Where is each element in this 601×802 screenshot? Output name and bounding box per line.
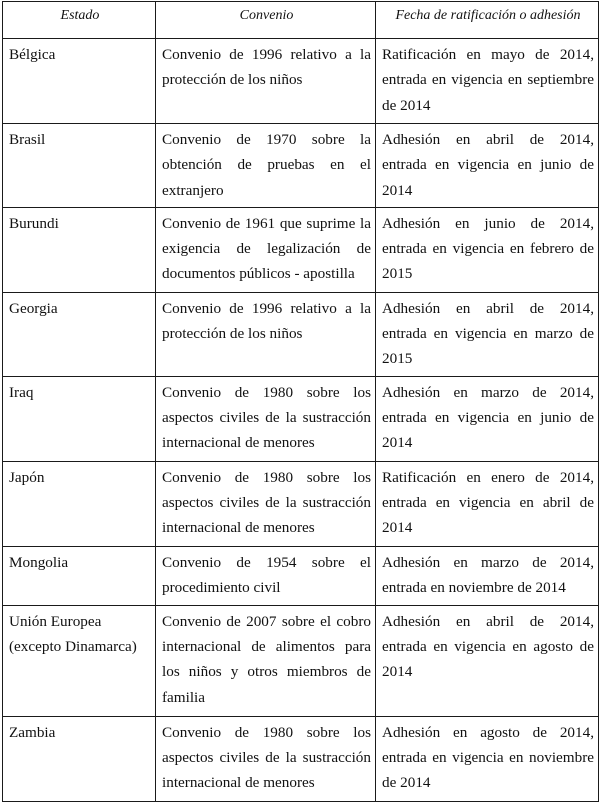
cell-estado: Burundi bbox=[3, 207, 156, 292]
cell-fecha: Adhesión en abril de 2014, entrada en vigencia en junio de 2014 bbox=[376, 124, 599, 208]
header-estado: Estado bbox=[3, 2, 156, 39]
table-row bbox=[3, 207, 599, 292]
ratification-table bbox=[2, 1, 599, 802]
cell-fecha: Ratificación en mayo de 2014, entrada en vigencia en septiembre de 2014 bbox=[376, 39, 599, 124]
cell-estado: Iraq bbox=[3, 376, 156, 461]
cell-estado: Georgia bbox=[3, 292, 156, 376]
cell-fecha: Adhesión en abril de 2014, entrada en vigencia en marzo de 2015 bbox=[376, 292, 599, 376]
cell-convenio: Convenio de 2007 sobre el cobro internacional de alimentos para los niños y otros miembros de familia bbox=[156, 605, 376, 716]
table-row bbox=[3, 292, 599, 376]
cell-estado: Zambia bbox=[3, 716, 156, 801]
cell-convenio: Convenio de 1954 sobre el procedimiento civil bbox=[156, 546, 376, 605]
cell-estado: Mongolia bbox=[3, 546, 156, 605]
table-row bbox=[3, 546, 599, 605]
cell-convenio: Convenio de 1980 sobre los aspectos civiles de la sustracción internacional de menores bbox=[156, 461, 376, 546]
cell-fecha: Adhesión en marzo de 2014, entrada en noviembre de 2014 bbox=[376, 546, 599, 605]
table-row bbox=[3, 716, 599, 801]
cell-convenio: Convenio de 1970 sobre la obtención de pruebas en el extranjero bbox=[156, 124, 376, 208]
table-row bbox=[3, 461, 599, 546]
header-fecha: Fecha de ratificación o adhesión bbox=[376, 2, 599, 39]
cell-fecha: Adhesión en abril de 2014, entrada en vigencia en agosto de 2014 bbox=[376, 605, 599, 716]
header-convenio: Convenio bbox=[156, 2, 376, 39]
cell-convenio: Convenio de 1996 relativo a la protección de los niños bbox=[156, 292, 376, 376]
cell-fecha: Adhesión en junio de 2014, entrada en vigencia en febrero de 2015 bbox=[376, 207, 599, 292]
header-row bbox=[3, 2, 599, 39]
cell-fecha: Ratificación en enero de 2014, entrada en vigencia en abril de 2014 bbox=[376, 461, 599, 546]
table-row bbox=[3, 376, 599, 461]
cell-estado: Unión Europea (excepto Dinamarca) bbox=[3, 605, 156, 716]
table-row bbox=[3, 605, 599, 716]
cell-convenio: Convenio de 1980 sobre los aspectos civiles de la sustracción internacional de menores bbox=[156, 716, 376, 801]
cell-convenio: Convenio de 1961 que suprime la exigencia de legalización de documentos públicos - apostilla bbox=[156, 207, 376, 292]
table-row bbox=[3, 39, 599, 124]
ratification-table-container bbox=[2, 1, 598, 802]
cell-fecha: Adhesión en marzo de 2014, entrada en vigencia en junio de 2014 bbox=[376, 376, 599, 461]
cell-estado: Bélgica bbox=[3, 39, 156, 124]
cell-convenio: Convenio de 1996 relativo a la protección de los niños bbox=[156, 39, 376, 124]
cell-fecha: Adhesión en agosto de 2014, entrada en vigencia en noviembre de 2014 bbox=[376, 716, 599, 801]
cell-estado: Brasil bbox=[3, 124, 156, 208]
table-row bbox=[3, 124, 599, 208]
cell-estado: Japón bbox=[3, 461, 156, 546]
cell-convenio: Convenio de 1980 sobre los aspectos civiles de la sustracción internacional de menores bbox=[156, 376, 376, 461]
